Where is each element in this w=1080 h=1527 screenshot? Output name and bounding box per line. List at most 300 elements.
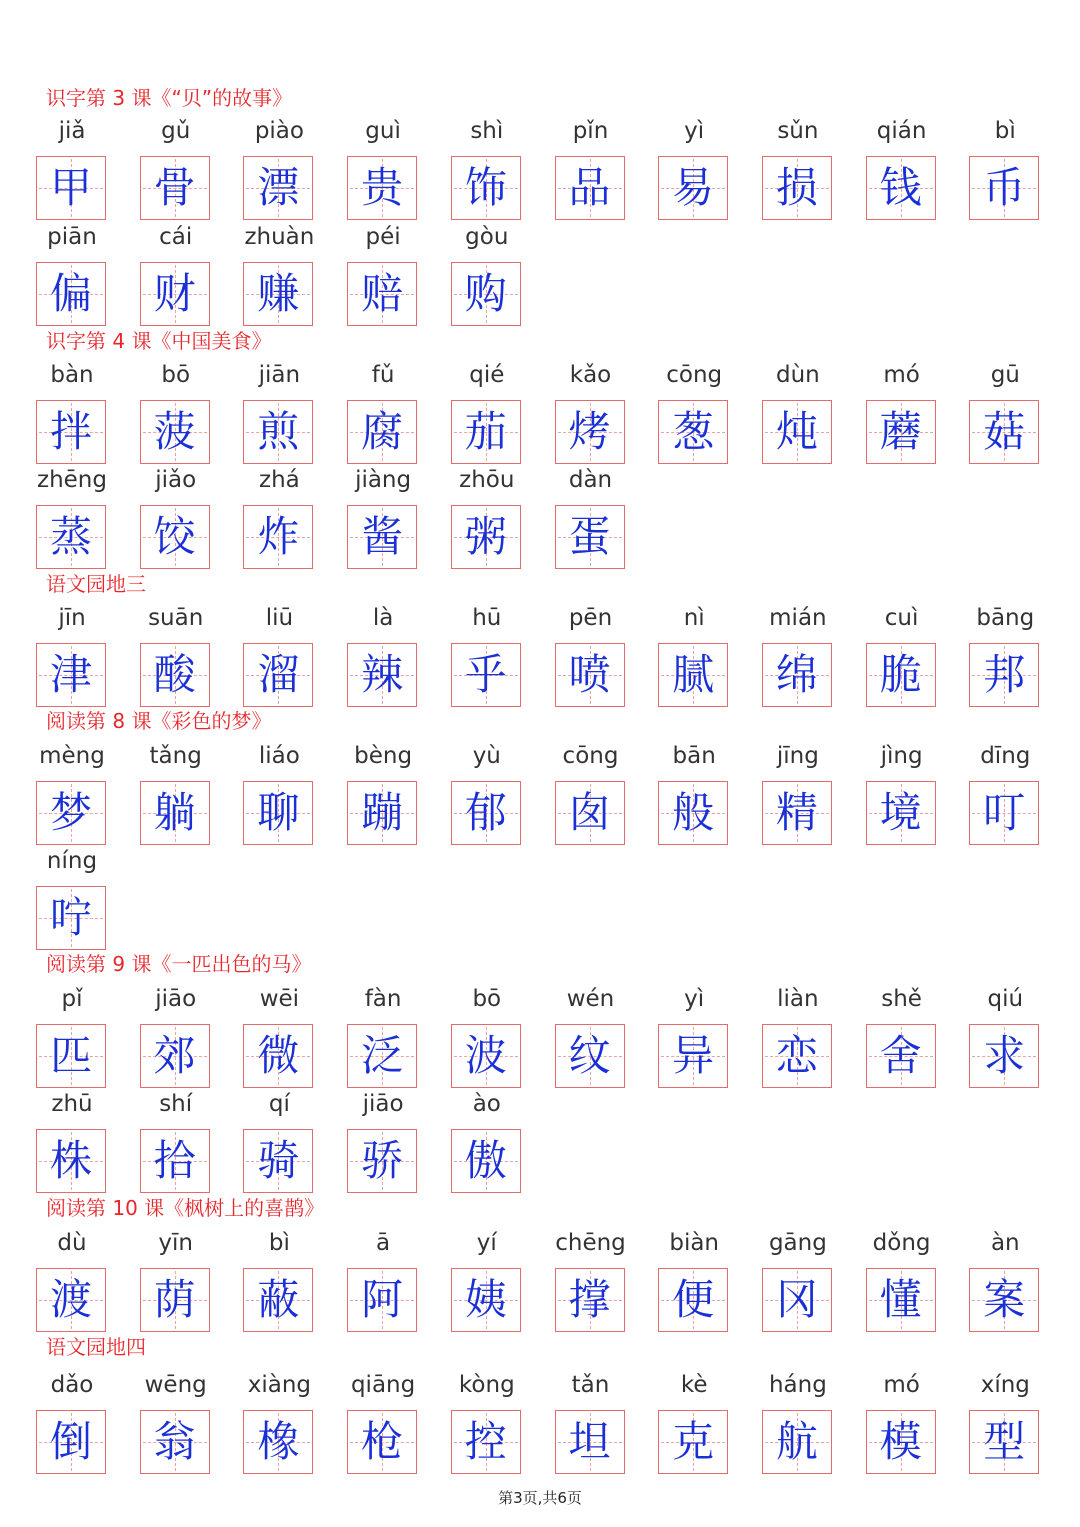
hanzi-character: 钱 — [879, 163, 922, 212]
tianzige-box — [658, 643, 728, 707]
character-cell — [762, 360, 834, 464]
character-cell — [658, 1370, 730, 1474]
tianzige-box — [658, 156, 728, 220]
hanzi-character: 拌 — [49, 407, 92, 456]
hanzi-character: 聊 — [257, 788, 300, 837]
tianzige-box — [451, 1129, 521, 1193]
hanzi-character: 案 — [983, 1275, 1026, 1324]
hanzi-character: 躺 — [153, 788, 196, 837]
tianzige-box — [555, 400, 625, 464]
tianzige-box — [866, 643, 936, 707]
hanzi-character: 恋 — [775, 1031, 818, 1080]
hanzi-character: 葱 — [672, 407, 715, 456]
pinyin-label: dǒng — [872, 1230, 931, 1256]
character-cell — [555, 1370, 627, 1474]
tianzige-box — [658, 1410, 728, 1474]
character-cell — [243, 1370, 315, 1474]
hanzi-character: 咛 — [49, 893, 92, 942]
lesson-title: 识字第 3 课《“贝”的故事》 — [46, 86, 293, 110]
hanzi-character: 航 — [775, 1417, 818, 1466]
tianzige-box — [36, 1268, 106, 1332]
pinyin-label: jìng — [880, 743, 923, 769]
pinyin-label: zhá — [259, 467, 300, 493]
tianzige-box — [451, 643, 521, 707]
character-cell — [243, 603, 315, 707]
character-cell — [347, 360, 419, 464]
tianzige-box — [36, 781, 106, 845]
character-cell — [36, 116, 108, 220]
character-cell — [762, 1228, 834, 1332]
hanzi-character: 腻 — [672, 650, 715, 699]
pinyin-label: bàn — [50, 362, 94, 388]
tianzige-box — [243, 1024, 313, 1088]
character-cell — [140, 984, 212, 1088]
character-cell — [451, 741, 523, 845]
character-cell — [36, 846, 108, 950]
tianzige-box — [658, 1268, 728, 1332]
lesson-title: 语文园地四 — [46, 1335, 146, 1359]
hanzi-character: 辣 — [361, 650, 404, 699]
tianzige-box — [36, 262, 106, 326]
hanzi-character: 品 — [568, 163, 611, 212]
character-cell — [451, 1370, 523, 1474]
character-cell — [555, 116, 627, 220]
hanzi-character: 荫 — [153, 1275, 196, 1324]
character-cell — [658, 1228, 730, 1332]
character-cell — [762, 984, 834, 1088]
character-cell — [555, 741, 627, 845]
character-row — [0, 1228, 1080, 1332]
character-cell — [969, 984, 1041, 1088]
page-footer: 第3页,共6页 — [498, 1489, 582, 1507]
pinyin-label: là — [372, 605, 394, 631]
pinyin-label: yīn — [158, 1230, 193, 1256]
hanzi-character: 酱 — [361, 512, 404, 561]
hanzi-character: 控 — [464, 1417, 507, 1466]
character-cell — [658, 741, 730, 845]
hanzi-character: 境 — [879, 788, 922, 837]
character-row — [0, 360, 1080, 464]
tianzige-box — [140, 1129, 210, 1193]
hanzi-character: 喷 — [568, 650, 611, 699]
character-cell — [555, 360, 627, 464]
tianzige-box — [555, 643, 625, 707]
pinyin-label: pǐ — [61, 986, 83, 1012]
character-cell — [347, 603, 419, 707]
character-cell — [140, 465, 212, 569]
tianzige-box — [140, 156, 210, 220]
pinyin-label: bì — [268, 1230, 290, 1256]
hanzi-character: 骨 — [153, 163, 196, 212]
character-cell — [243, 360, 315, 464]
pinyin-label: jiāo — [362, 1091, 404, 1117]
pinyin-label: bèng — [354, 743, 413, 769]
hanzi-character: 财 — [153, 269, 196, 318]
tianzige-box — [36, 1410, 106, 1474]
character-row — [0, 984, 1080, 1088]
pinyin-label: shě — [881, 986, 922, 1012]
lesson-title: 阅读第 8 课《彩色的梦》 — [46, 709, 272, 733]
hanzi-character: 绵 — [775, 650, 818, 699]
hanzi-character: 菇 — [983, 407, 1026, 456]
hanzi-character: 傲 — [464, 1136, 507, 1185]
tianzige-box — [36, 505, 106, 569]
character-cell — [969, 1370, 1041, 1474]
character-cell — [243, 984, 315, 1088]
hanzi-character: 拾 — [153, 1136, 196, 1185]
pinyin-label: bāng — [976, 605, 1035, 631]
tianzige-box — [140, 1024, 210, 1088]
tianzige-box — [347, 1268, 417, 1332]
hanzi-character: 赔 — [361, 269, 404, 318]
character-cell — [140, 1089, 212, 1193]
hanzi-character: 纹 — [568, 1031, 611, 1080]
character-cell — [140, 222, 212, 326]
pinyin-label: jiǎo — [155, 467, 197, 493]
character-cell — [243, 465, 315, 569]
tianzige-box — [243, 262, 313, 326]
hanzi-character: 偏 — [49, 269, 92, 318]
tianzige-box — [140, 643, 210, 707]
character-cell — [658, 360, 730, 464]
tianzige-box — [36, 156, 106, 220]
hanzi-character: 煎 — [257, 407, 300, 456]
pinyin-label: háng — [768, 1372, 827, 1398]
pinyin-label: qí — [268, 1091, 290, 1117]
hanzi-character: 枪 — [361, 1417, 404, 1466]
pinyin-label: jiān — [258, 362, 301, 388]
lesson-title: 阅读第 10 课《枫树上的喜鹊》 — [46, 1196, 325, 1220]
character-cell — [969, 741, 1041, 845]
tianzige-box — [243, 1268, 313, 1332]
pinyin-label: jīng — [776, 743, 819, 769]
tianzige-box — [36, 400, 106, 464]
hanzi-character: 囱 — [568, 788, 611, 837]
hanzi-character: 饺 — [153, 512, 196, 561]
hanzi-character: 姨 — [464, 1275, 507, 1324]
pinyin-label: jiàng — [355, 467, 412, 493]
lesson-title: 阅读第 9 课《一匹出色的马》 — [46, 952, 312, 976]
hanzi-character: 波 — [464, 1031, 507, 1080]
tianzige-box — [762, 781, 832, 845]
hanzi-character: 炖 — [775, 407, 818, 456]
hanzi-character: 烤 — [568, 407, 611, 456]
character-cell — [658, 116, 730, 220]
tianzige-box — [866, 400, 936, 464]
tianzige-box — [762, 643, 832, 707]
hanzi-character: 贵 — [361, 163, 404, 212]
pinyin-label: tǎn — [571, 1372, 610, 1398]
pinyin-label: mèng — [39, 743, 105, 769]
character-row — [0, 603, 1080, 707]
character-cell — [866, 360, 938, 464]
hanzi-character: 坦 — [568, 1417, 611, 1466]
tianzige-box — [140, 505, 210, 569]
hanzi-character: 赚 — [257, 269, 300, 318]
tianzige-box — [658, 1024, 728, 1088]
character-cell — [762, 1370, 834, 1474]
tianzige-box — [140, 400, 210, 464]
hanzi-character: 损 — [775, 163, 818, 212]
pinyin-label: cuì — [884, 605, 919, 631]
character-cell — [866, 741, 938, 845]
pinyin-label: zhēng — [37, 467, 107, 493]
hanzi-character: 求 — [983, 1031, 1026, 1080]
tianzige-box — [555, 1024, 625, 1088]
tianzige-box — [451, 1024, 521, 1088]
character-cell — [658, 984, 730, 1088]
tianzige-box — [347, 781, 417, 845]
pinyin-label: zhōu — [459, 467, 515, 493]
character-cell — [36, 1228, 108, 1332]
tianzige-box — [243, 1129, 313, 1193]
tianzige-box — [555, 156, 625, 220]
character-cell — [36, 741, 108, 845]
tianzige-box — [243, 781, 313, 845]
tianzige-box — [658, 781, 728, 845]
pinyin-label: liū — [265, 605, 294, 631]
pinyin-label: cōng — [562, 743, 619, 769]
character-cell — [243, 116, 315, 220]
character-cell — [658, 603, 730, 707]
character-cell — [969, 1228, 1041, 1332]
hanzi-character: 币 — [983, 163, 1026, 212]
hanzi-character: 茄 — [464, 407, 507, 456]
pinyin-label: piān — [47, 224, 97, 250]
pinyin-label: zhū — [51, 1091, 93, 1117]
hanzi-character: 翁 — [153, 1417, 196, 1466]
pinyin-label: dùn — [776, 362, 820, 388]
character-cell — [555, 1228, 627, 1332]
pinyin-label: jiāo — [155, 986, 197, 1012]
hanzi-character: 渡 — [49, 1275, 92, 1324]
hanzi-character: 型 — [983, 1417, 1026, 1466]
tianzige-box — [555, 1268, 625, 1332]
tianzige-box — [140, 1410, 210, 1474]
pinyin-label: àn — [990, 1230, 1020, 1256]
tianzige-box — [36, 1129, 106, 1193]
character-cell — [451, 603, 523, 707]
tianzige-box — [969, 1268, 1039, 1332]
character-cell — [36, 360, 108, 464]
pinyin-label: dīng — [980, 743, 1031, 769]
pinyin-label: pǐn — [572, 118, 609, 144]
hanzi-character: 邦 — [983, 650, 1026, 699]
pinyin-label: tǎng — [149, 743, 202, 769]
pinyin-label: wēng — [144, 1372, 207, 1398]
pinyin-label: kè — [680, 1372, 708, 1398]
tianzige-box — [347, 1129, 417, 1193]
pinyin-label: kǎo — [569, 362, 612, 388]
pinyin-label: dàn — [568, 467, 613, 493]
hanzi-character: 蹦 — [361, 788, 404, 837]
tianzige-box — [451, 781, 521, 845]
character-cell — [555, 465, 627, 569]
character-cell — [347, 1370, 419, 1474]
character-cell — [866, 984, 938, 1088]
pinyin-label: gǔ — [161, 118, 191, 144]
tianzige-box — [36, 1024, 106, 1088]
character-cell — [36, 1089, 108, 1193]
character-cell — [866, 1228, 938, 1332]
pinyin-label: pēn — [568, 605, 613, 631]
lesson-title: 识字第 4 课《中国美食》 — [46, 329, 272, 353]
hanzi-character: 骄 — [361, 1136, 404, 1185]
pinyin-label: jīn — [58, 605, 86, 631]
tianzige-box — [347, 1024, 417, 1088]
pinyin-label: suān — [148, 605, 204, 631]
pinyin-label: hū — [472, 605, 502, 631]
hanzi-character: 腐 — [361, 407, 404, 456]
hanzi-character: 易 — [672, 163, 715, 212]
tianzige-box — [866, 781, 936, 845]
tianzige-box — [658, 400, 728, 464]
character-cell — [140, 1370, 212, 1474]
pinyin-label: piào — [254, 118, 304, 144]
character-cell — [451, 1089, 523, 1193]
tianzige-box — [347, 400, 417, 464]
tianzige-box — [969, 781, 1039, 845]
tianzige-box — [451, 1410, 521, 1474]
character-cell — [140, 1228, 212, 1332]
pinyin-label: ā — [376, 1230, 391, 1256]
pinyin-label: shì — [470, 118, 504, 144]
character-cell — [866, 603, 938, 707]
pinyin-label: guì — [365, 118, 401, 144]
hanzi-character: 漂 — [257, 163, 300, 212]
character-cell — [866, 1370, 938, 1474]
hanzi-character: 郊 — [153, 1031, 196, 1080]
character-cell — [140, 741, 212, 845]
hanzi-character: 模 — [879, 1417, 922, 1466]
character-cell — [36, 1370, 108, 1474]
pinyin-label: qié — [469, 362, 505, 388]
pinyin-label: liàn — [777, 986, 819, 1012]
hanzi-character: 津 — [49, 650, 92, 699]
pinyin-label: qián — [876, 118, 927, 144]
tianzige-box — [969, 1410, 1039, 1474]
tianzige-box — [347, 505, 417, 569]
character-cell — [36, 984, 108, 1088]
hanzi-character: 乎 — [464, 650, 507, 699]
hanzi-character: 撑 — [568, 1275, 611, 1324]
pinyin-label: bō — [472, 986, 502, 1012]
pinyin-label: kòng — [458, 1372, 515, 1398]
character-cell — [347, 741, 419, 845]
hanzi-character: 匹 — [49, 1031, 92, 1080]
tianzige-box — [762, 156, 832, 220]
tianzige-box — [347, 1410, 417, 1474]
pinyin-label: qiāng — [350, 1372, 416, 1398]
character-cell — [451, 222, 523, 326]
character-cell — [347, 1089, 419, 1193]
tianzige-box — [866, 1268, 936, 1332]
lesson-title: 语文园地三 — [46, 572, 146, 596]
character-cell — [969, 360, 1041, 464]
character-row — [0, 222, 1080, 326]
pinyin-label: jiǎ — [58, 118, 86, 144]
character-cell — [969, 116, 1041, 220]
tianzige-box — [140, 1268, 210, 1332]
character-cell — [347, 984, 419, 1088]
character-cell — [866, 116, 938, 220]
character-cell — [555, 603, 627, 707]
character-cell — [347, 116, 419, 220]
tianzige-box — [555, 505, 625, 569]
character-cell — [451, 465, 523, 569]
character-cell — [347, 465, 419, 569]
hanzi-character: 懂 — [879, 1275, 922, 1324]
pinyin-label: gū — [990, 362, 1020, 388]
character-row — [0, 741, 1080, 845]
pinyin-label: yì — [684, 986, 705, 1012]
hanzi-character: 冈 — [775, 1275, 818, 1324]
pinyin-label: dǎo — [50, 1372, 94, 1398]
hanzi-character: 粥 — [464, 512, 507, 561]
hanzi-character: 蘑 — [879, 407, 922, 456]
tianzige-box — [866, 1410, 936, 1474]
pinyin-label: yì — [684, 118, 705, 144]
pinyin-label: wēi — [259, 986, 300, 1012]
hanzi-character: 酸 — [153, 650, 196, 699]
pinyin-label: zhuàn — [244, 224, 315, 250]
pinyin-label: bān — [672, 743, 716, 769]
tianzige-box — [451, 1268, 521, 1332]
pinyin-label: fàn — [364, 986, 402, 1012]
pinyin-label: níng — [46, 848, 98, 874]
character-cell — [451, 116, 523, 220]
pinyin-label: chēng — [555, 1230, 626, 1256]
pinyin-label: gòu — [465, 224, 509, 250]
pinyin-label: mián — [769, 605, 827, 631]
hanzi-character: 般 — [672, 788, 715, 837]
hanzi-character: 阿 — [361, 1275, 404, 1324]
pinyin-label: qiú — [987, 986, 1024, 1012]
pinyin-label: bì — [994, 118, 1016, 144]
hanzi-character: 梦 — [49, 788, 92, 837]
hanzi-character: 异 — [672, 1031, 715, 1080]
pinyin-label: yí — [476, 1230, 497, 1256]
character-row — [0, 116, 1080, 220]
tianzige-box — [969, 156, 1039, 220]
tianzige-box — [36, 886, 106, 950]
hanzi-character: 购 — [464, 269, 507, 318]
character-row — [0, 1089, 1080, 1193]
pinyin-label: dù — [57, 1230, 87, 1256]
tianzige-box — [762, 1024, 832, 1088]
character-cell — [36, 222, 108, 326]
character-cell — [140, 360, 212, 464]
hanzi-character: 舍 — [879, 1031, 922, 1080]
tianzige-box — [969, 643, 1039, 707]
tianzige-box — [969, 400, 1039, 464]
hanzi-character: 微 — [257, 1031, 300, 1080]
tianzige-box — [243, 1410, 313, 1474]
tianzige-box — [762, 400, 832, 464]
tianzige-box — [140, 262, 210, 326]
character-cell — [36, 603, 108, 707]
hanzi-character: 蔽 — [257, 1275, 300, 1324]
hanzi-character: 便 — [672, 1275, 715, 1324]
pinyin-label: sǔn — [777, 118, 819, 144]
character-cell — [347, 1228, 419, 1332]
character-cell — [451, 360, 523, 464]
pinyin-label: xiàng — [247, 1372, 312, 1398]
hanzi-character: 橡 — [257, 1417, 300, 1466]
tianzige-box — [969, 1024, 1039, 1088]
pinyin-label: xíng — [980, 1372, 1030, 1398]
character-cell — [762, 116, 834, 220]
